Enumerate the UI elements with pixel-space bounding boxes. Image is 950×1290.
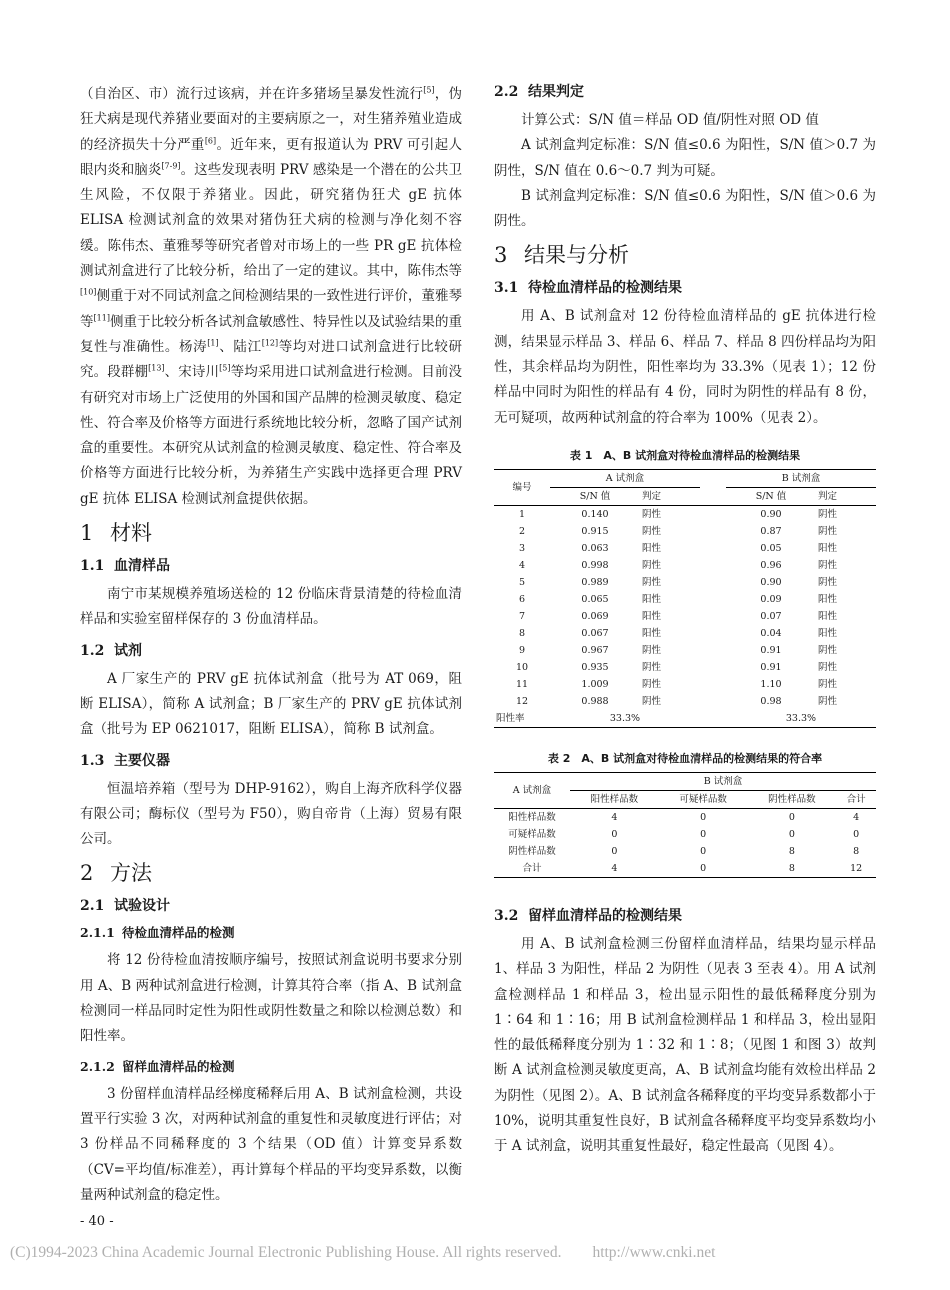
b-sn-value: 0.90 — [760, 576, 782, 588]
b-judgement: 阴性 — [818, 678, 838, 690]
count-value: 0 — [788, 828, 795, 840]
table-1-header-id: 编号 — [494, 469, 550, 505]
b-sn-value: 0.09 — [760, 593, 782, 605]
table-1-header-b-sn: S/N 值 — [755, 490, 787, 502]
b-positive-rate: 33.3% — [785, 712, 817, 724]
spacer — [700, 574, 726, 591]
b-sn-value: 0.98 — [760, 695, 782, 707]
table-2-caption: 表 2 A、B 试剂盒对待检血清样品的检测结果的符合率 — [547, 751, 823, 765]
b-judgement: 阳性 — [818, 627, 838, 639]
intro-paragraph: （自治区、市）流行过该病，并在许多猪场呈暴发性流行[5]，伪狂犬病是现代养猪业要面对的主要病原之一，对生猪养殖业造成的经济损失十分严重[6]。近年来，更有报道认为 PRV 可引起人眼内炎和脑炎[7-9]。这些发现表明 PRV 感染是一个潜在的公共卫生风险，不仅限于养猪业。因此，研究猪伪狂犬 gE 抗体 ELISA 检测试剂盒的效果对猪伪狂犬病的检测与净化刻不容缓。陈伟杰、董雅琴等研究者曾对市场上的一些 PR gE 抗体检测试剂盒进行了比较分析，给出了一定的建议。其中，陈伟杰等[10]侧重于对不同试剂盒之间检测结果的一致性进行评价，董雅琴等[11]侧重于比较分析各试剂盒敏感性、特异性以及试验结果的重复性与准确性。杨涛[1]、陆江[12]等均对进口试剂盒进行比较研究。段群棚[13]、宋诗川[5]等均采用进口试剂盒进行检测。目前没有研究对市场上广泛使用的外国和国产品牌的检测灵敏度、稳定性、符合率及价格等方面进行系统地比较分析，忽略了国产试剂盒的重要性。本研究从试剂盒的检测灵敏度、稳定性、符合率及价格等方面进行比较分析，为养猪生产实践中选择更合理 PRV gE 抗体 ELISA 检测试剂盒提供依据。 — [80, 85, 463, 507]
a-sn-value: 0.065 — [581, 593, 609, 605]
count-value: 8 — [853, 845, 860, 857]
table-2-row — [494, 826, 876, 843]
b-sn-value: 0.90 — [760, 508, 782, 520]
count-value: 8 — [788, 862, 795, 874]
table-1-row — [494, 608, 876, 625]
a-sn-value: 0.140 — [581, 508, 609, 520]
b-sn-value: 0.91 — [760, 644, 782, 656]
a-sn-value: 0.998 — [581, 559, 609, 571]
a-judgement: 阳性 — [642, 593, 662, 605]
formula-text: 计算公式：S/N 值＝样品 OD 值/阴性对照 OD 值 — [521, 112, 819, 128]
spacer — [700, 693, 726, 710]
section-2-1-1-text: 将 12 份待检血清按顺序编号，按照试剂盒说明书要求分别用 A、B 两种试剂盒进行检测，计算其符合率（指 A、B 试剂盒检测同一样品同时定性为阳性或阴性数量之和除以检测总数）和阳性率。 — [80, 952, 462, 1045]
a-judgement: 阳性 — [642, 542, 662, 554]
a-sn-value: 0.967 — [581, 644, 609, 656]
table-1-row — [494, 693, 876, 710]
count-value: 0 — [788, 811, 795, 823]
section-3-2-heading: 3.2 留样血清样品的检测结果 — [494, 907, 682, 924]
section-3-2-text: 用 A、B 试剂盒检测三份留样血清样品，结果均显示样品 1、样品 3 为阳性，样品 2 为阴性（见表 3 至表 4）。用 A 试剂盒检测样品 1 和样品 3，检出显示阳性的最低稀释度分别为 1∶64 和 1∶16；用 B 试剂盒检测样品 1 和样品 3，检出显阳性的最低稀释度分别为 1∶32 和 1∶8；（见图 1 和图 3）故判断 A 试剂盒检测灵敏度更高，A、B 试剂盒均能有效检出样品 2 为阴性（见图 2）。A、B 试剂盒各稀释度的平均变异系数都小于 10%，说明其重复性良好，B 试剂盒各稀释度平均变异系数均小于 A 试剂盒，说明其重复性最好，稳定性最高（见图 4）。 — [494, 935, 876, 1155]
section-2-1-2-heading: 2.1.2 留样血清样品的检测 — [80, 1058, 235, 1074]
a-sn-value: 0.063 — [581, 542, 609, 554]
table-2-col-header: 阳性样品数 — [590, 793, 639, 805]
a-judgement: 阳性 — [642, 610, 662, 622]
row-label: 合计 — [522, 862, 542, 874]
count-value: 4 — [853, 811, 860, 823]
table-1-header-a: A 试剂盒 — [550, 469, 700, 487]
a-sn-value: 0.069 — [581, 610, 609, 622]
count-value: 0 — [700, 811, 707, 823]
count-value: 4 — [611, 811, 618, 823]
table-1-header-b-judge: 判定 — [818, 490, 838, 502]
table-1-header-b: B 试剂盒 — [726, 469, 876, 487]
count-value: 4 — [611, 862, 618, 874]
section-1-1-text: 南宁市某规模养殖场送检的 12 份临床背景清楚的待检血清样品和实验室留样保存的 3 份血清样品。 — [80, 586, 462, 628]
b-sn-value: 0.04 — [760, 627, 782, 639]
sample-id: 2 — [518, 525, 526, 537]
sample-id: 10 — [515, 661, 529, 673]
b-sn-value: 1.10 — [760, 678, 782, 690]
criteria-b-text: B 试剂盒判定标准：S/N 值≤0.6 为阳性，S/N 值＞0.6 为阴性。 — [494, 187, 876, 230]
a-judgement: 阴性 — [642, 644, 662, 656]
spacer — [700, 540, 726, 557]
section-1-3-text: 恒温培养箱（型号为 DHP-9162），购自上海齐欣科学仪器有限公司；酶标仪（型号为 F50），购自帝肯（上海）贸易有限公司。 — [80, 780, 462, 848]
b-sn-value: 0.91 — [760, 661, 782, 673]
row-label: 阳性样品数 — [508, 811, 556, 823]
table-1-row — [494, 642, 876, 659]
spacer — [700, 523, 726, 540]
spacer — [700, 710, 726, 728]
page-number: - 40 - — [80, 1214, 114, 1229]
b-judgement: 阴性 — [818, 559, 838, 571]
section-1-2-heading: 1.2 试剂 — [80, 642, 142, 659]
table-1-row — [494, 676, 876, 693]
a-positive-rate: 33.3% — [609, 712, 641, 724]
section-1-3-heading: 1.3 主要仪器 — [80, 752, 170, 769]
table-1-row — [494, 557, 876, 574]
section-2-1-2-text: 3 份留样血清样品经梯度稀释后用 A、B 试剂盒检测，共设置平行实验 3 次，对两种试剂盒的重复性和灵敏度进行评估；对 3 份样品不同稀释度的 3 个结果（OD 值）计算变异系数（CV=平均值/标准差），再计算每个样品的平均变异系数，以衡量两种试剂盒的稳定性。 — [80, 1085, 462, 1203]
b-judgement: 阴性 — [818, 576, 838, 588]
table-2-header-b: B 试剂盒 — [570, 772, 876, 790]
sample-id: 5 — [518, 576, 526, 588]
table-1-row — [494, 659, 876, 676]
a-judgement: 阴性 — [642, 576, 662, 588]
spacer — [700, 659, 726, 676]
table-1-row — [494, 540, 876, 557]
b-judgement: 阳性 — [818, 542, 838, 554]
table-2-row — [494, 808, 876, 826]
table-1-row — [494, 574, 876, 591]
table-2-row — [494, 860, 876, 878]
b-judgement: 阳性 — [818, 610, 838, 622]
b-sn-value: 0.07 — [760, 610, 782, 622]
table-2-col-header: 可疑样品数 — [679, 793, 727, 805]
a-judgement: 阴性 — [642, 678, 662, 690]
section-1-1-heading: 1.1 血清样品 — [80, 558, 170, 575]
b-sn-value: 0.87 — [760, 525, 782, 537]
table-2 — [494, 772, 876, 878]
a-judgement: 阴性 — [642, 559, 662, 571]
table-2-row — [494, 843, 876, 860]
b-judgement: 阴性 — [818, 525, 838, 537]
section-3-1-heading: 3.1 待检血清样品的检测结果 — [494, 280, 682, 297]
a-sn-value: 0.935 — [581, 661, 609, 673]
a-judgement: 阴性 — [642, 525, 662, 537]
criteria-a-text: A 试剂盒判定标准：S/N 值≤0.6 为阳性，S/N 值＞0.7 为阴性，S/N 值在 0.6～0.7 判为可疑。 — [494, 137, 876, 179]
b-judgement: 阴性 — [818, 508, 838, 520]
spacer — [700, 676, 726, 693]
table-1-header-a-judge: 判定 — [642, 490, 662, 502]
table-1-row — [494, 591, 876, 608]
copyright-footer: (C)1994-2023 China Academic Journal Electronic Publishing House. All rights reserved. http://www.cnki.net — [10, 1244, 716, 1261]
section-1-heading: 1 材料 — [80, 521, 152, 546]
count-value: 0 — [700, 862, 707, 874]
positive-rate-label: 阳性率 — [496, 712, 525, 724]
table-2-col-header: 合计 — [846, 793, 866, 805]
section-2-1-heading: 2.1 试验设计 — [80, 898, 170, 915]
a-sn-value: 0.989 — [581, 576, 609, 588]
spacer — [700, 591, 726, 608]
sample-id: 4 — [518, 559, 526, 571]
table-1-positive-rate-row — [494, 710, 876, 728]
sample-id: 11 — [515, 678, 529, 690]
table-1-row — [494, 523, 876, 540]
table-2-header-a: A 试剂盒 — [494, 772, 570, 808]
spacer — [700, 505, 726, 523]
count-value: 0 — [611, 845, 618, 857]
count-value: 8 — [788, 845, 795, 857]
table-1-caption: 表 1 A、B 试剂盒对待检血清样品的检测结果 — [569, 448, 801, 462]
row-label: 阴性样品数 — [508, 845, 556, 857]
section-3-heading: 3 结果与分析 — [494, 243, 629, 268]
table-1-header-a-sn: S/N 值 — [579, 490, 611, 502]
count-value: 0 — [700, 828, 707, 840]
left-column — [80, 82, 462, 1208]
table-2-col-header: 阴性样品数 — [768, 793, 816, 805]
section-2-heading: 2 方法 — [80, 861, 152, 886]
right-column — [494, 82, 876, 1160]
b-sn-value: 0.05 — [760, 542, 782, 554]
count-value: 0 — [853, 828, 860, 840]
row-label: 可疑样品数 — [508, 828, 556, 840]
a-judgement: 阴性 — [642, 695, 662, 707]
sample-id: 8 — [518, 627, 526, 639]
a-sn-value: 1.009 — [581, 678, 609, 690]
b-judgement: 阴性 — [818, 644, 838, 656]
a-sn-value: 0.067 — [581, 627, 609, 639]
sample-id: 7 — [518, 610, 526, 622]
spacer — [700, 625, 726, 642]
sample-id: 12 — [515, 695, 529, 707]
b-judgement: 阳性 — [818, 593, 838, 605]
sample-id: 1 — [518, 508, 526, 520]
sample-id: 6 — [518, 593, 526, 605]
count-value: 12 — [850, 862, 863, 874]
a-judgement: 阴性 — [642, 508, 662, 520]
a-sn-value: 0.915 — [581, 525, 609, 537]
spacer — [700, 557, 726, 574]
a-judgement: 阴性 — [642, 661, 662, 673]
b-sn-value: 0.96 — [760, 559, 782, 571]
section-2-1-1-heading: 2.1.1 待检血清样品的检测 — [80, 925, 235, 941]
section-3-1-text: 用 A、B 试剂盒对 12 份待检血清样品的 gE 抗体进行检测，结果显示样品 3、样品 6、样品 7、样品 8 四份样品均为阳性，其余样品均为阴性，阳性率均为 33.3%（见表 1）；12 份样品中同时为阳性的样品有 4 份，同时为阴性的样品有 8 份，无可疑项，故两种试剂盒的符合率为 100%（见表 2）。 — [494, 308, 876, 426]
table-1 — [494, 469, 876, 728]
a-sn-value: 0.988 — [581, 695, 609, 707]
table-1-row — [494, 625, 876, 642]
spacer — [700, 608, 726, 625]
sample-id: 3 — [518, 542, 526, 554]
b-judgement: 阴性 — [818, 661, 838, 673]
b-judgement: 阴性 — [818, 695, 838, 707]
count-value: 0 — [700, 845, 707, 857]
section-1-2-text: A 厂家生产的 PRV gE 抗体试剂盒（批号为 AT 069，阻断 ELISA），简称 A 试剂盒；B 厂家生产的 PRV gE 抗体试剂盒（批号为 EP 0621017，阻断 ELISA），简称 B 试剂盒。 — [80, 670, 462, 738]
section-2-2-heading: 2.2 结果判定 — [494, 84, 584, 100]
count-value: 0 — [611, 828, 618, 840]
sample-id: 9 — [518, 644, 526, 656]
spacer — [700, 642, 726, 659]
a-judgement: 阳性 — [642, 627, 662, 639]
table-1-row — [494, 505, 876, 523]
